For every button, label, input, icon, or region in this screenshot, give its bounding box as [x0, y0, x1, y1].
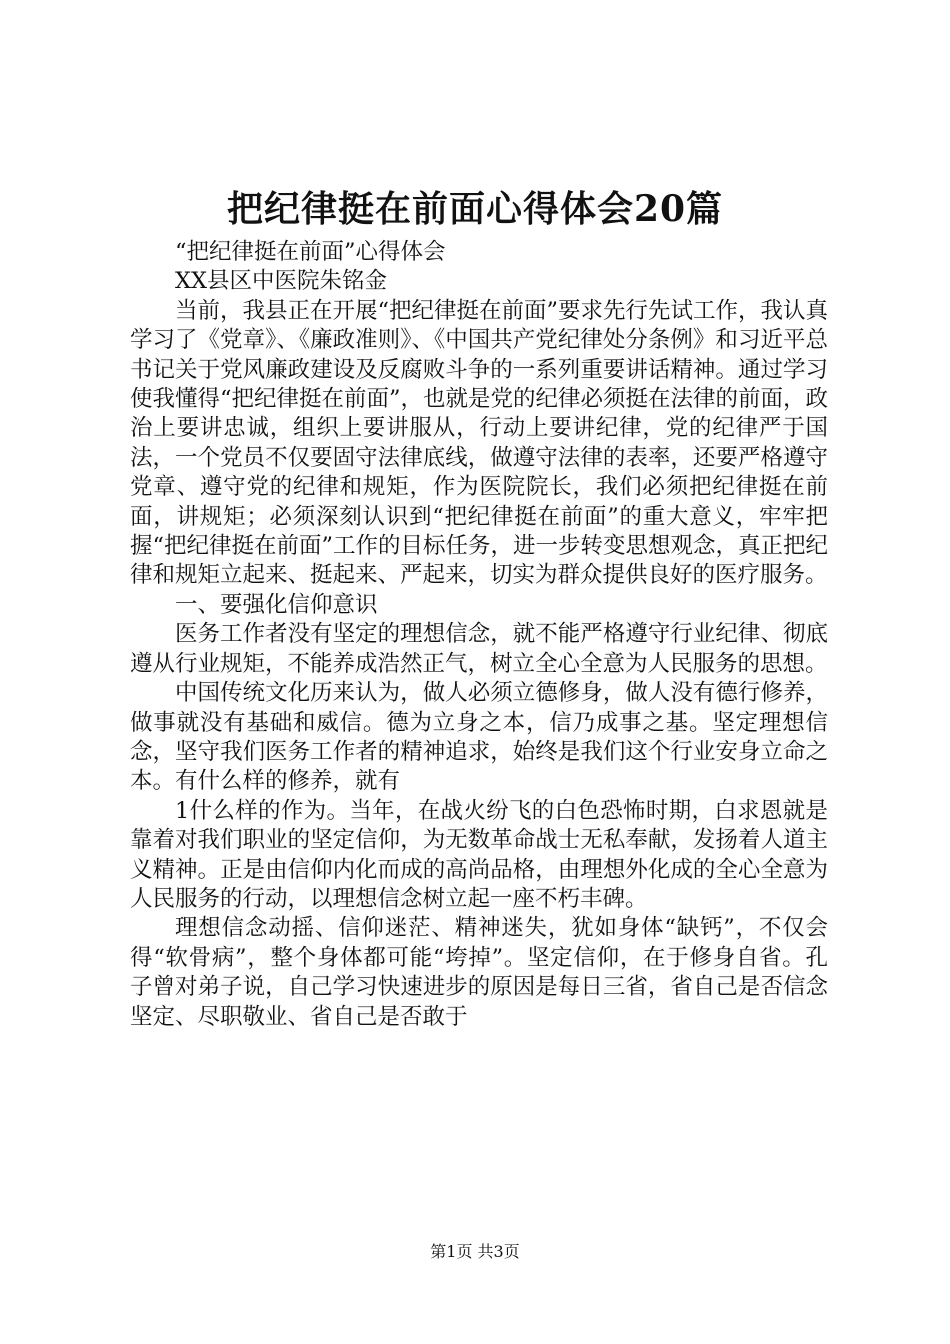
- body-paragraph: 1什么样的作为。当年，在战火纷飞的白色恐怖时期，白求恩就是靠着对我们职业的坚定信仰，为无数革命战士无私奉献，发扬着人道主义精神。正是由信仰内化而成的高尚品格，由理想外化成的全心全意为人民服务的行动，以理想信念树立起一座不朽丰碑。: [130, 797, 828, 912]
- author-paragraph: XX县区中医院朱铭金: [175, 268, 388, 295]
- document-title: 把纪律挺在前面心得体会20篇: [226, 188, 724, 230]
- body-paragraph: 中国传统文化历来认为，做人必须立德修身，做人没有德行修养，做事就没有基础和威信。德为立身之本，信乃成事之基。坚定理想信念，坚守我们医务工作者的精神追求，始终是我们这个行业安身立命之本。有什么样的修养，就有: [130, 680, 828, 795]
- body-paragraph: 医务工作者没有坚定的理想信念，就不能严格遵守行业纪律、彻底遵从行业规矩，不能养成浩然正气，树立全心全意为人民服务的思想。: [130, 621, 828, 677]
- body-paragraph: 理想信念动摇、信仰迷茫、精神迷失，犹如身体“缺钙”，不仅会得“软骨病”，整个身体都可能“垮掉”。坚定信仰，在于修身自省。孔子曾对弟子说，自己学习快速进步的原因是每日三省，省自己是否信念坚定、尽职敬业、省自己是否敢于: [130, 915, 828, 1030]
- body-paragraph: 当前，我县正在开展“把纪律挺在前面”要求先行先试工作，我认真学习了《党章》、《廉政准则》、《中国共产党纪律处分条例》和习近平总书记关于党风廉政建设及反腐败斗争的一系列重要讲话精神。通过学习使我懂得“把纪律挺在前面”，也就是党的纪律必须挺在法律的前面，政治上要讲忠诚，组织上要讲服从，行动上要讲纪律，党的纪律严于国法，一个党员不仅要固守法律底线，做遵守法律的表率，还要严格遵守党章、遵守党的纪律和规矩，作为医院院长，我们必须把纪律挺在前面，讲规矩；必须深刻认识到“把纪律挺在前面”的重大意义，牢牢把握“把纪律挺在前面”工作的目标任务，进一步转变思想观念，真正把纪律和规矩立起来、挺起来、严起来，切实为群众提供良好的医疗服务。: [130, 297, 829, 589]
- page-footer: 第1页 共3页: [430, 1242, 520, 1261]
- subtitle-paragraph: “把纪律挺在前面”心得体会: [175, 239, 446, 265]
- document-body: [130, 238, 828, 1032]
- section-heading: 一、要强化信仰意识: [175, 591, 378, 618]
